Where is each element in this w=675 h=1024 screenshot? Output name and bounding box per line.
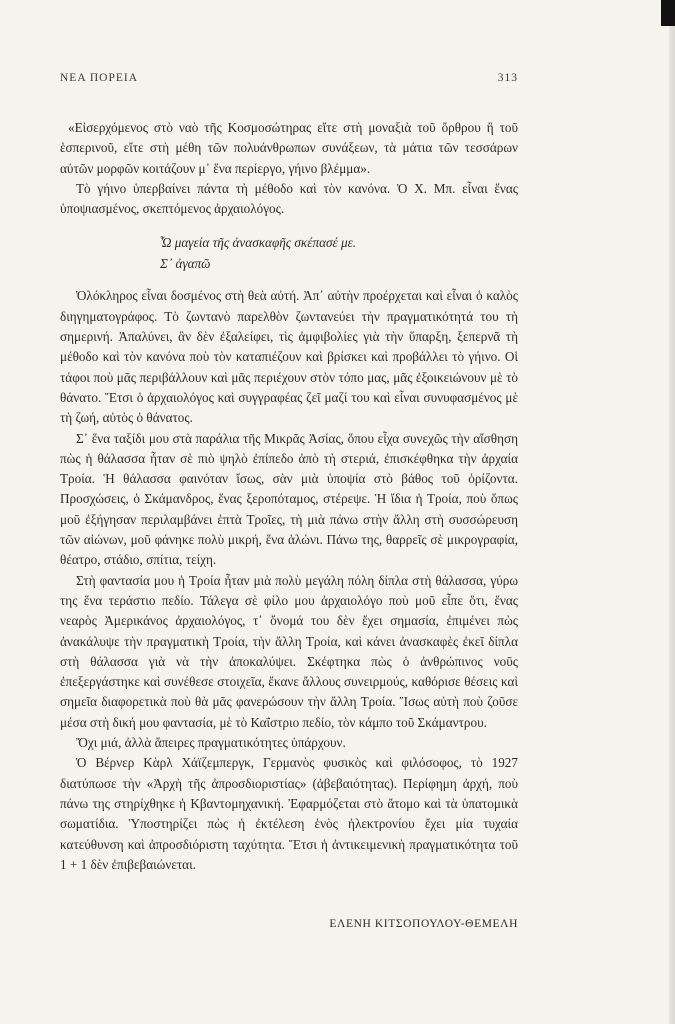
corner-mark bbox=[661, 0, 675, 26]
page-number: 313 bbox=[497, 72, 518, 84]
journal-title: ΝΕΑ ΠΟΡΕΙΑ bbox=[60, 72, 139, 84]
paragraph: Ὁλόκληρος εἶναι δοσμένος στὴ θεὰ αὐτή. Ἀπ᾽ αὐτὴν προέρχεται καὶ εἶναι ὁ καλὸς διηγηματογράφος. Τὸ ζωντανὸ παρελθὸν ζωντανεύει τὴν πραγματικότητά του τὴ σημερινή. Ἀπαλύνει, ἂν δὲν ἐξαλείφει, τὶς ἀμφιβολίες γιὰ τὴν ὕπαρξη, ξεπερνᾶ τὴ μέθοδο καὶ τὸν κανόνα ποὺ τὸν καταπιέζουν καὶ βρίσκει καὶ προβάλλει τὸ γήινο. Οἱ τάφοι ποὺ μᾶς περιβάλλουν καὶ μᾶς περιέχουν στὸν τόπο μας, μᾶς ἐξοικειώνουν μὲ τὸ θάνατο. Ἔτσι ὁ ἀρχαιολόγος καὶ συγγραφέας ζεῖ μαζί του καὶ εἶναι συνυφασμένος μὲ τὴ ζωή, αὐτὸς ὁ θάνατος. bbox=[60, 288, 518, 426]
article-body bbox=[60, 118, 518, 875]
paragraph: Στὴ φαντασία μου ἡ Τροία ἦταν μιὰ πολὺ μεγάλη πόλη δίπλα στὴ θάλασσα, γύρω της ἕνα τεράστιο πεδίο. Τάλεγα σὲ φίλο μου ἀρχαιολόγο ποὺ μοῦ εἶπε ὅτι, ἕνας νεαρὸς Ἀμερικάνος ἀρχαιολόγος, τ᾽ ὄνομά του δὲν ἔχει σημασία, ἐπιμένει πὼς ἀνακάλυψε τὴν πραγματικὴ Τροία, τὴν ἄλλη Τροία, καὶ κάνει ἀνασκαφὲς ἐκεῖ δίπλα στὴ θάλασσα γιὰ νὰ τὴν ἀποκαλύψει. Σκέφτηκα πὼς ὁ ἀνθρώπινος νοῦς ἐπεξεργάστηκε καὶ συνέθεσε στοιχεῖα, ἔκανε ἄλλους συνειρμούς, καθόρισε θέσεις καὶ σημεῖα διαφορετικὰ ποὺ θὰ μᾶς φανερώσουν τὴν ἄλλη Τροία. Ἴσως αὐτὴ ποὺ ζοῦσε μέσα στὴ δική μου φαντασία, μὲ τὸ Καΐστριο πεδίο, τὸν κάμπο τοῦ Σκάμαντρου. bbox=[60, 572, 518, 730]
paragraph: Ὄχι μιά, ἀλλὰ ἄπειρες πραγματικότητες ὑπάρχουν. bbox=[76, 735, 346, 751]
poem-line: Σ᾽ ἀγαπῶ bbox=[160, 255, 211, 271]
page-edge-shadow bbox=[669, 0, 675, 1024]
paragraph: Σ᾽ ἕνα ταξίδι μου στὰ παράλια τῆς Μικρᾶς Ἀσίας, ὅπου εἶχα συνεχῶς τὴν αἴσθηση πὼς ἡ θάλασσα ἦταν σὲ πιὸ ψηλὸ ἐπίπεδο ἀπὸ τὴ στεριά, ἐπισκέφθηκα τὴν ἀρχαία Τροία. Ἡ θάλασσα φαινόταν ἴσως, σὰν μιὰ ὑποψία στὸ βάθος τοῦ ὁρίζοντα. Προσχώσεις, ὁ Σκάμανδρος, ἕνας ξεροπόταμος, στέρεψε. Ἡ ἴδια ἡ Τροία, ποὺ ὅπως μοῦ ἐξήγησαν περιλαμβάνει ἑπτὰ Τροῖες, τὴ μιὰ πάνω στὴν ἄλλη στὴ συσσώρευση τῶν αἰώνων, μοῦ φάνηκε πολὺ μικρή, ἕνα ἁλώνι. Πάνω της, θαρρεῖς σὲ μικρογραφία, θέατρο, στάδιο, σπίτια, τείχη. bbox=[60, 430, 518, 568]
author-signature: ΕΛΕΝΗ ΚΙΤΣΟΠΟΥΛΟΥ-ΘΕΜΕΛΗ bbox=[329, 918, 518, 930]
paragraph-quote: «Εἰσερχόμενος στὸ ναὸ τῆς Κοσμοσώτηρας εἴτε στὴ μοναξιὰ τοῦ ὄρθρου ἢ τοῦ ἑσπερινοῦ, εἴτε στὴ μέθη τῶν πολυάνθρωπων συνάξεων, τὰ μάτια τῶν τεσσάρων αὐτῶν μορφῶν κοιτάζουν μ᾽ ἕνα περίεργο, γήινο βλέμμα». bbox=[60, 120, 518, 176]
paragraph: Ὁ Βέρνερ Κὰρλ Χάϊζεμπεργκ, Γερμανὸς φυσικὸς καὶ φιλόσοφος, τὸ 1927 διατύπωσε τὴν «Ἀρχὴ τῆς ἀπροσδιοριστίας» (ἀβεβαιότητας). Περίφημη ἀρχή, ποὺ πάνω της στηρίχθηκε ἡ Κβαντομηχανική. Ἐφαρμόζεται στὸ ἄτομο καὶ τὰ ὑπατομικὰ σωματίδια. Ὑποστηρίζει πὼς ἡ ἐκτέλεση ἑνὸς ἠλεκτρονίου ἔχει μία τυχαία κατεύθυνση καὶ ἀπροσδιόριστη ταχύτητα. Ἔτσι ἡ ἀντικειμενικὴ πραγματικότητα τοῦ 1 + 1 δὲν ἐπιβεβαιώνεται. bbox=[60, 755, 518, 872]
poem-line: Ὦ μαγεία τῆς ἀνασκαφῆς σκέπασέ με. bbox=[160, 235, 357, 251]
paragraph: Τὸ γήινο ὑπερβαίνει πάντα τὴ μέθοδο καὶ τὸν κανόνα. Ὁ Χ. Μπ. εἶναι ἕνας ὑποψιασμένος, σκεπτόμενος ἀρχαιολόγος. bbox=[60, 180, 518, 217]
running-header bbox=[60, 72, 518, 84]
poem-excerpt bbox=[160, 233, 518, 274]
